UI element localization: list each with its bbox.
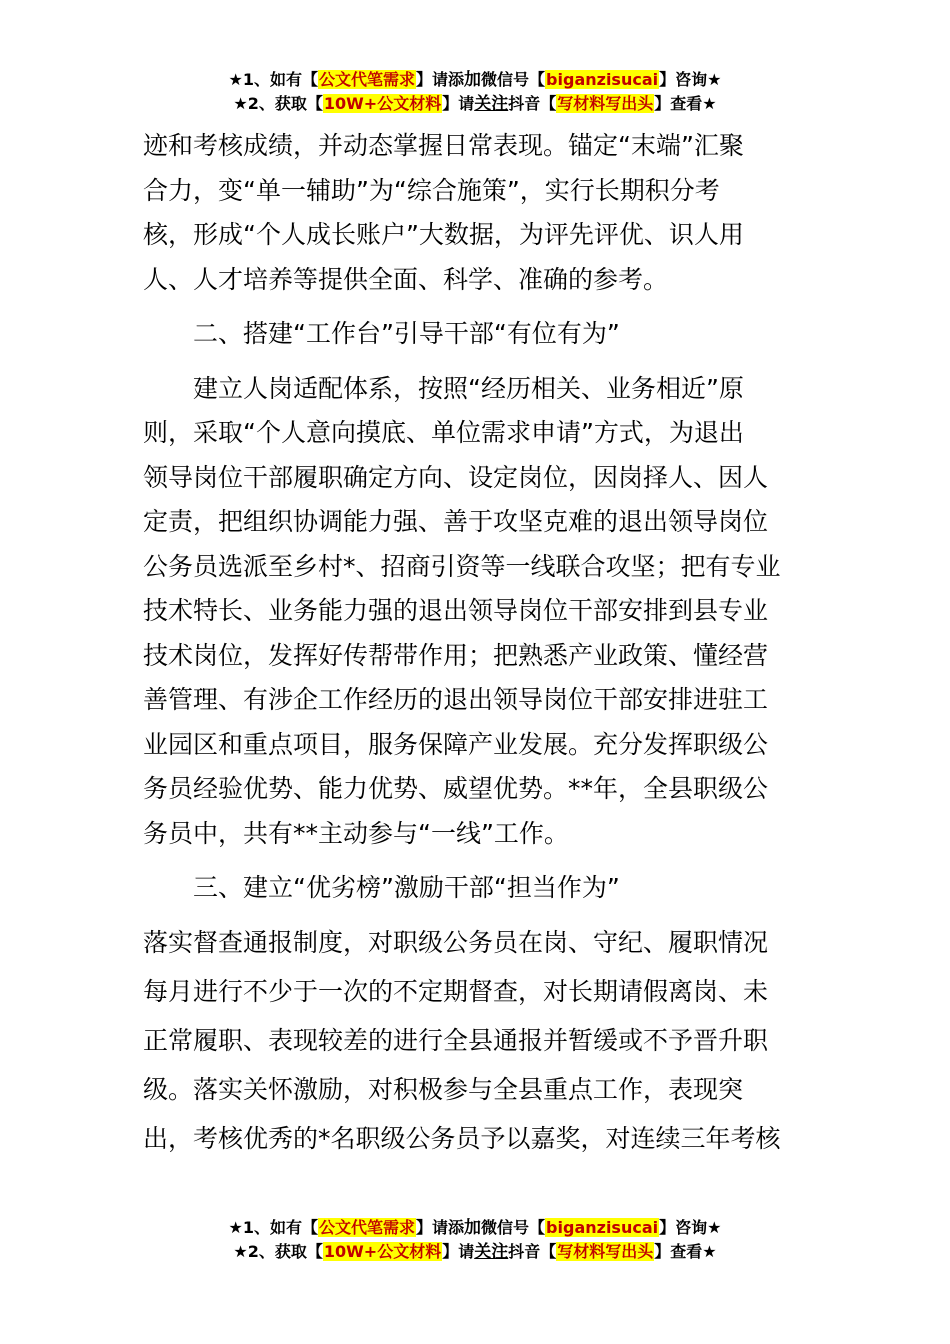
banner-text: 微信号【 — [481, 1218, 546, 1237]
banner-text: ★2、获取【 — [233, 94, 323, 113]
banner-text: 抖音【 — [508, 94, 557, 113]
banner-text: ★1、如有【 — [228, 70, 318, 89]
banner-text: 】请添 — [416, 70, 465, 89]
banner-line-1 — [0, 1216, 950, 1240]
para2-line: 务员中，共有**主动参与“一线”工作。 — [143, 818, 569, 848]
banner-text: ★1、如有【 — [228, 1218, 318, 1237]
para2-line: 则，采取“个人意向摸底、单位需求申请”方式，为退出 — [143, 418, 744, 447]
banner-text: 】咨询★ — [659, 1218, 722, 1237]
para2-line: 公务员选派至乡村*、招商引资等一线联合攻坚；把有专业 — [143, 551, 781, 581]
banner-highlight: 公文代笔需求 — [319, 70, 416, 89]
banner-text: 关注 — [474, 94, 509, 114]
banner-wechat-id: biganzisucai — [546, 70, 659, 89]
para2-line: 技术特长、业务能力强的退出领导岗位干部安排到县专业 — [143, 596, 769, 625]
banner-text: 】请添 — [416, 1218, 465, 1237]
document-body — [143, 124, 808, 911]
para2-line: 务员经验优势、能力优势、威望优势。**年，全县职级公 — [143, 774, 769, 803]
para1-line: 人、人才培养等提供全面、科学、准确的参考。 — [143, 264, 669, 294]
para3-line: 每月进行不少于一次的不定期督查，对长期请假离岗、未 — [143, 977, 769, 1006]
banner-highlight: 10W+公文材料 — [323, 1242, 442, 1261]
banner-line-2 — [0, 1240, 950, 1264]
banner-douyin-id: 写材料写出头 — [557, 1242, 654, 1261]
banner-line-1 — [0, 68, 950, 92]
para3-line: 正常履职、表现较差的进行全县通报并暂缓或不予晋升职 — [143, 1026, 769, 1055]
banner-text: 】请 — [442, 1242, 475, 1261]
banner-wechat-id: biganzisucai — [546, 1218, 659, 1237]
para2-line: 业园区和重点项目，服务保障产业发展。充分发挥职级公 — [143, 729, 769, 759]
para3-line: 落实督查通报制度，对职级公务员在岗、守纪、履职情况 — [143, 928, 769, 957]
para3-line: 出，考核优秀的*名职级公务员予以嘉奖，对连续三年考核 — [143, 1124, 781, 1153]
banner-text: 】查看★ — [654, 1242, 717, 1261]
banner-line-2 — [0, 92, 950, 116]
para3-line: 级。落实关怀激励，对积极参与全县重点工作，表现突 — [143, 1075, 744, 1104]
banner-text: 】查看★ — [654, 94, 717, 113]
banner-text: ★2、获取【 — [233, 1242, 323, 1261]
banner-douyin-id: 写材料写出头 — [557, 94, 654, 113]
para1-line: 核，形成“个人成长账户”大数据，为评先评优、识人用 — [143, 220, 744, 249]
banner-text: 微信号【 — [481, 70, 546, 89]
banner-text: 】请 — [442, 94, 475, 113]
banner-text: 加 — [464, 70, 482, 90]
banner-text: 加 — [464, 1218, 482, 1238]
banner-highlight: 公文代笔需求 — [319, 1218, 416, 1237]
banner-text: 关注 — [474, 1242, 509, 1262]
banner-text: 】咨询★ — [659, 70, 722, 89]
document-body-continued — [143, 918, 808, 1163]
para1-line: 合力，变“单一辅助”为“综合施策”，实行长期积分考 — [143, 175, 720, 205]
para1-line: 迹和考核成绩，并动态掌握日常表现。锚定“末端”汇聚 — [143, 131, 744, 160]
section-heading-2: 二、搭建“工作台”引导干部“有位有为” — [193, 319, 620, 348]
para2-line: 善管理、有涉企工作经历的退出领导岗位干部安排进驻工 — [143, 685, 769, 714]
para2-line: 技术岗位，发挥好传帮带作用；把熟悉产业政策、懂经营 — [143, 640, 769, 670]
banner-text: 抖音【 — [508, 1242, 557, 1261]
banner-highlight: 10W+公文材料 — [323, 94, 442, 113]
para2-line: 领导岗位干部履职确定方向、设定岗位，因岗择人、因人 — [143, 462, 769, 492]
para2-line: 定责，把组织协调能力强、善于攻坚克难的退出领导岗位 — [143, 507, 769, 536]
header-banner — [0, 68, 950, 116]
section-heading-3: 三、建立“优劣榜”激励干部“担当作为” — [193, 873, 620, 902]
para2-line: 建立人岗适配体系，按照“经历相关、业务相近”原 — [193, 373, 744, 403]
footer-banner — [0, 1216, 950, 1264]
